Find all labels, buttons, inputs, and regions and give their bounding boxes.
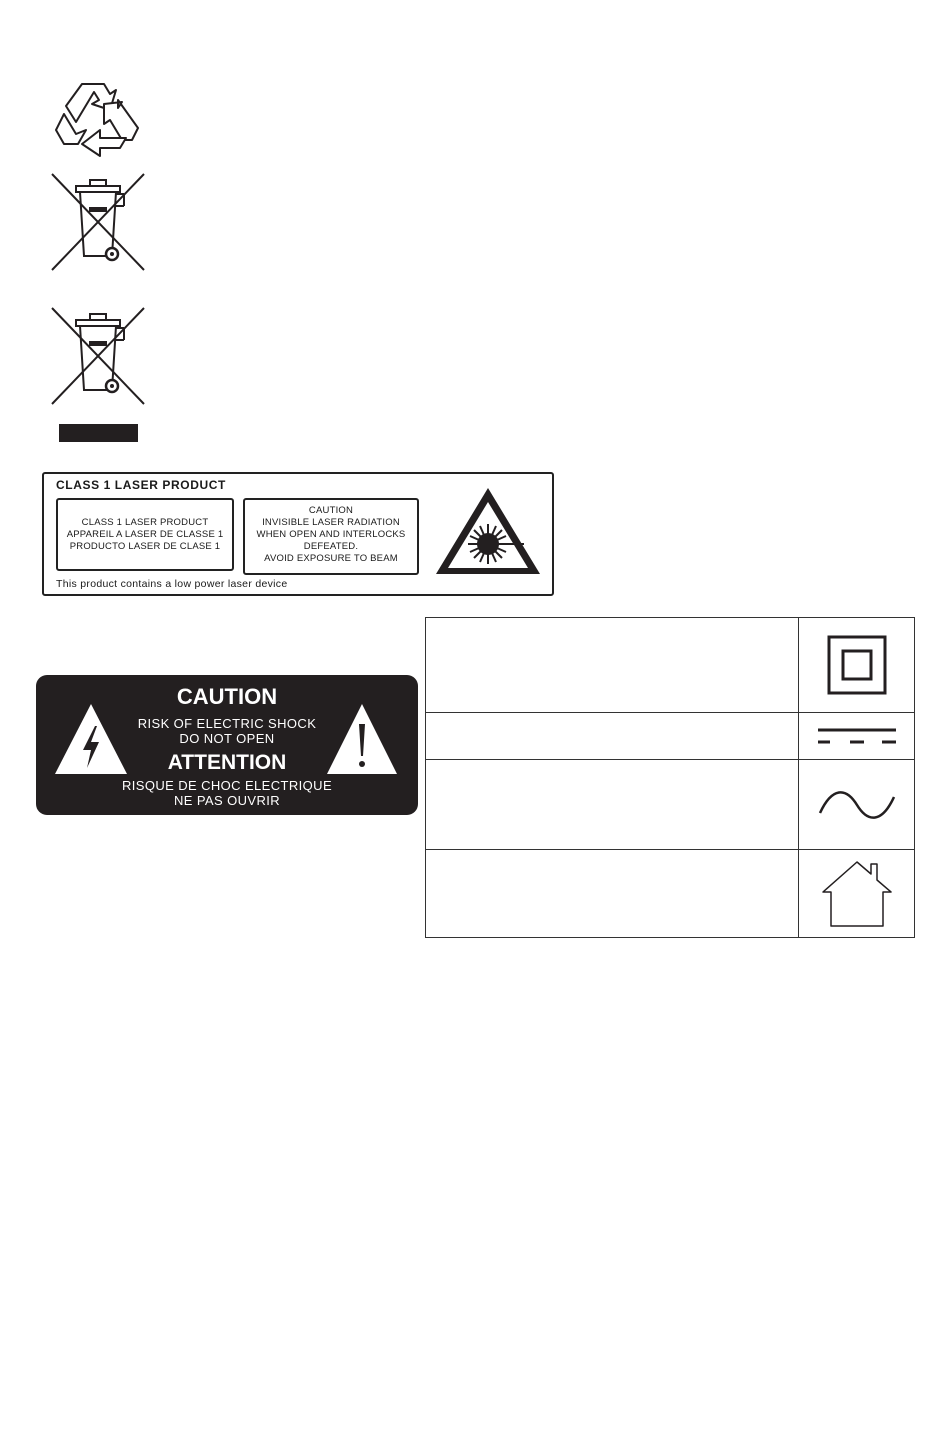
laser-label [42, 472, 554, 596]
battery-bar [59, 424, 138, 442]
recycle-icon [52, 78, 142, 158]
laser-caution-line: AVOID EXPOSURE TO BEAM [264, 553, 398, 564]
laser-caution-box [243, 498, 419, 575]
exclamation-icon [325, 702, 399, 776]
caution-line: DO NOT OPEN [179, 731, 275, 746]
table-row [426, 850, 915, 938]
laser-caution-line: CAUTION [308, 505, 354, 516]
laser-class-line: CLASS 1 LASER PRODUCT [81, 517, 209, 528]
direct-current-icon [799, 713, 915, 760]
laser-caution-line: INVISIBLE LASER RADIATION [262, 517, 400, 528]
table-row [426, 713, 915, 760]
indoor-use-icon [799, 850, 915, 938]
symbol-description [426, 713, 799, 760]
caution-title: CAUTION [176, 684, 278, 709]
symbol-description [426, 760, 799, 850]
symbol-description [426, 618, 799, 713]
alternating-current-icon [799, 760, 915, 850]
table-row [426, 618, 915, 713]
caution-line: RISK OF ELECTRIC SHOCK [137, 716, 317, 731]
laser-header: CLASS 1 LASER PRODUCT [56, 478, 226, 492]
laser-warning-icon [432, 484, 544, 578]
symbol-table [425, 617, 915, 938]
attention-line: RISQUE DE CHOC ELECTRIQUE [121, 778, 333, 793]
crossed-bin-icon [50, 172, 146, 272]
table-row [426, 760, 915, 850]
laser-footer: This product contains a low power laser device [56, 578, 288, 590]
attention-line: NE PAS OUVRIR [173, 793, 281, 808]
laser-class-box [56, 498, 234, 571]
crossed-bin-battery-icon [50, 306, 146, 406]
caution-panel [36, 675, 418, 815]
attention-title: ATTENTION [167, 751, 287, 774]
laser-caution-line: WHEN OPEN AND INTERLOCKS [256, 529, 406, 540]
laser-class-line: APPAREIL A LASER DE CLASSE 1 [66, 529, 224, 540]
laser-class-line: PRODUCTO LASER DE CLASE 1 [69, 541, 221, 552]
double-insulation-icon [799, 618, 915, 713]
laser-caution-line: DEFEATED. [303, 541, 359, 552]
symbol-description [426, 850, 799, 938]
